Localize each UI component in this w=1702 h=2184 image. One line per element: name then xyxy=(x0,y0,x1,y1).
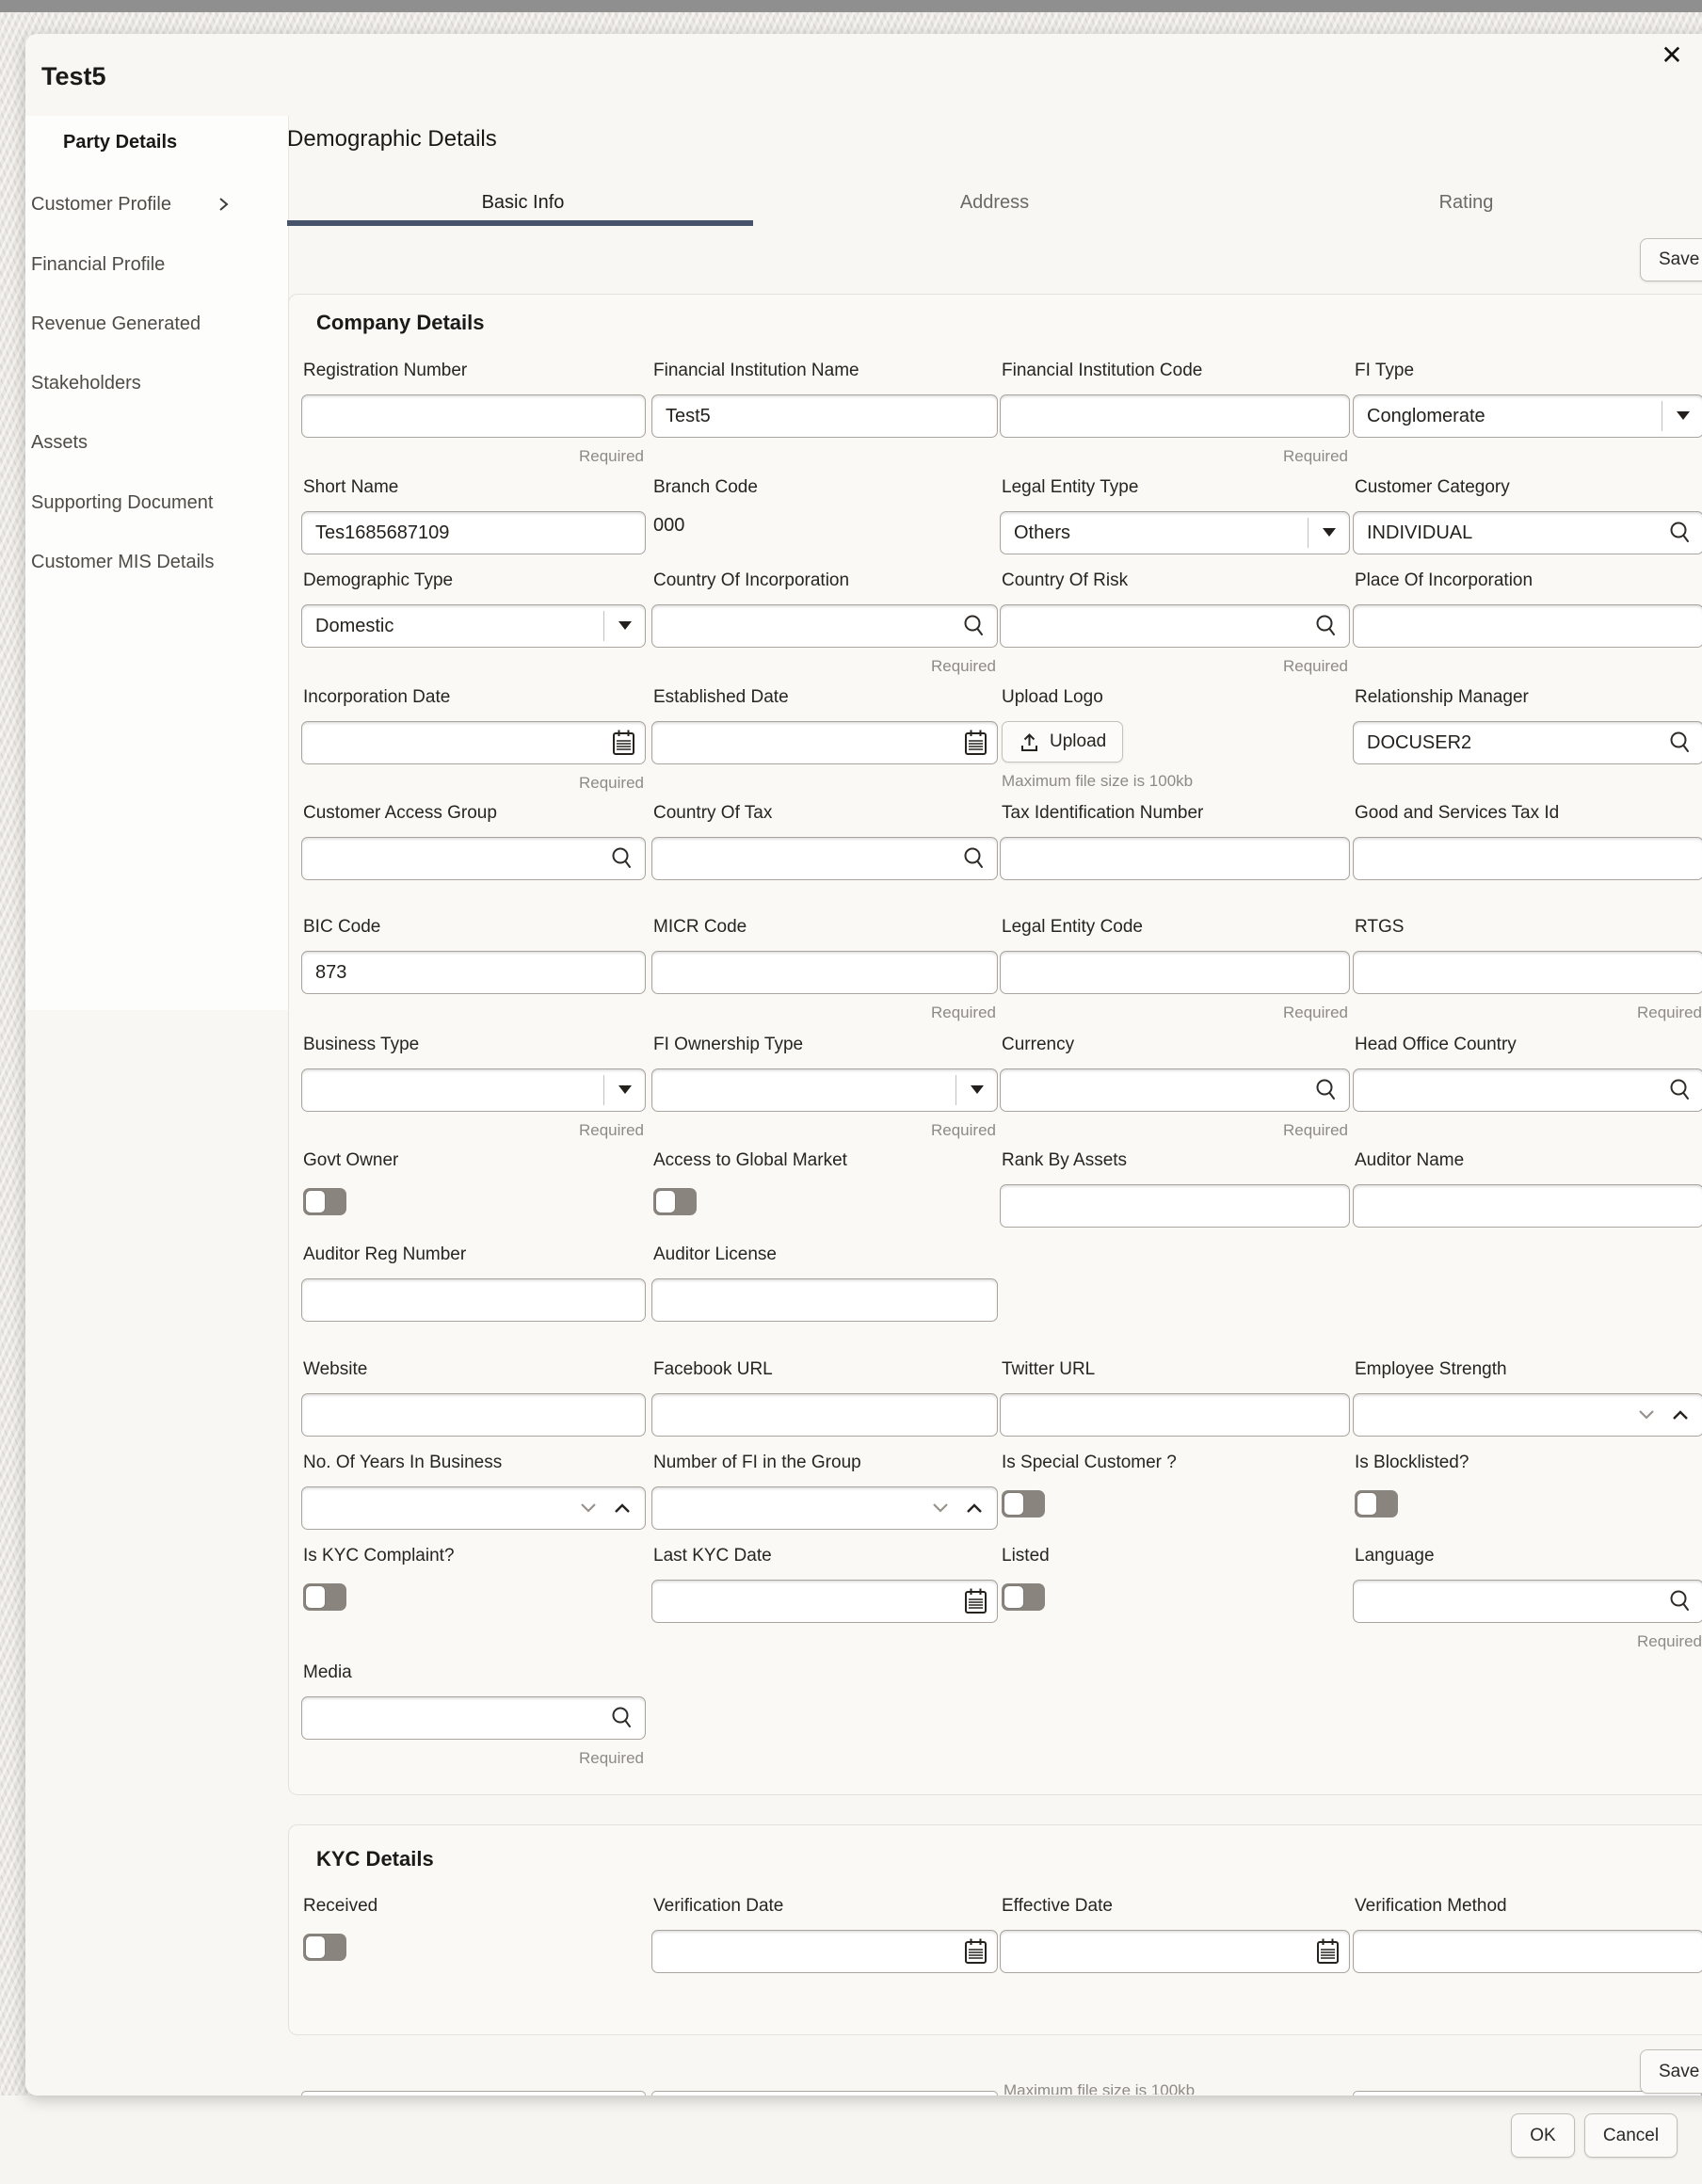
field-legal-entity-type xyxy=(1000,477,1350,583)
search-icon[interactable] xyxy=(1314,1078,1339,1102)
field-label: Currency xyxy=(1002,1035,1075,1054)
fi-type-select[interactable] xyxy=(1353,394,1702,438)
facebook-url-input[interactable] xyxy=(651,1393,998,1437)
chevron-right-icon[interactable] xyxy=(215,196,232,217)
field-incorporation-date xyxy=(301,687,646,793)
field-label: Auditor Name xyxy=(1355,1150,1465,1170)
field-verification-method xyxy=(1353,1896,1702,2001)
active-tab-underline xyxy=(287,220,753,226)
field-head-office-country xyxy=(1353,1035,1702,1140)
access-to-global-market-toggle[interactable] xyxy=(653,1188,697,1215)
field-micr-code xyxy=(651,917,998,1022)
field-number-of-fi-in-the-group xyxy=(651,1453,998,1558)
field-label: Effective Date xyxy=(1002,1896,1113,1916)
sidebar-item-revenue-generated[interactable]: Revenue Generated xyxy=(31,313,201,334)
field-short-name xyxy=(301,477,646,583)
listed-toggle[interactable] xyxy=(1002,1583,1045,1611)
sidebar-item-customer-mis-details[interactable]: Customer MIS Details xyxy=(31,552,215,572)
calendar-icon[interactable] xyxy=(1315,1937,1341,1966)
field-label: Relationship Manager xyxy=(1355,687,1529,707)
field-registration-number xyxy=(301,361,646,466)
field-fi-ownership-type xyxy=(651,1035,998,1140)
head-office-country-input[interactable] xyxy=(1353,1068,1702,1112)
field-label: Access to Global Market xyxy=(653,1150,847,1170)
search-icon[interactable] xyxy=(610,846,634,871)
calendar-icon[interactable] xyxy=(963,1587,988,1615)
auditor-reg-number-input[interactable] xyxy=(301,1278,646,1322)
currency-input[interactable] xyxy=(1000,1068,1350,1112)
govt-owner-toggle[interactable] xyxy=(303,1188,346,1215)
customer-category-input[interactable] xyxy=(1353,511,1702,554)
field-is-kyc-complaint xyxy=(301,1546,646,1651)
field-label: Rank By Assets xyxy=(1002,1150,1128,1170)
field-label: Financial Institution Name xyxy=(653,361,859,380)
tax-identification-number-input[interactable] xyxy=(1000,837,1350,880)
country-of-incorporation-input[interactable] xyxy=(651,604,998,648)
field-twitter-url xyxy=(1000,1359,1350,1465)
dropdown-arrow-icon[interactable] xyxy=(1323,528,1336,537)
field-label: Registration Number xyxy=(303,361,468,380)
field-label: Incorporation Date xyxy=(303,687,451,707)
is-blocklisted-toggle[interactable] xyxy=(1355,1490,1398,1518)
field-label: FI Type xyxy=(1355,361,1415,380)
field-media xyxy=(301,1662,646,1768)
toggle-knob xyxy=(1004,1493,1023,1515)
search-icon[interactable] xyxy=(962,846,987,871)
field-good-and-services-tax-id xyxy=(1353,803,1702,908)
search-icon[interactable] xyxy=(1314,614,1339,638)
field-last-kyc-date xyxy=(651,1546,998,1651)
field-country-of-incorporation xyxy=(651,570,998,676)
field-label: Is KYC Complaint? xyxy=(303,1546,455,1566)
country-of-tax-input[interactable] xyxy=(651,837,998,880)
field-facebook-url xyxy=(651,1359,998,1465)
field-effective-date xyxy=(1000,1896,1350,2001)
is-special-customer-toggle[interactable] xyxy=(1002,1490,1045,1518)
tab-rating[interactable]: Rating xyxy=(1438,191,1494,213)
spinner-up-icon[interactable] xyxy=(614,1502,631,1514)
demographic-type-select[interactable] xyxy=(301,604,646,648)
financial-institution-name-input[interactable] xyxy=(651,394,998,438)
field-access-to-global-market xyxy=(651,1150,998,1256)
field-website xyxy=(301,1359,646,1465)
field-country-of-tax xyxy=(651,803,998,908)
field-bic-code xyxy=(301,917,646,1022)
field-rank-by-assets xyxy=(1000,1150,1350,1256)
received-toggle[interactable] xyxy=(303,1934,346,1961)
field-label: FI Ownership Type xyxy=(653,1035,804,1054)
field-business-type xyxy=(301,1035,646,1140)
field-customer-access-group xyxy=(301,803,646,908)
field-label: Business Type xyxy=(303,1035,420,1054)
page-title: Demographic Details xyxy=(287,126,497,152)
fi-ownership-type-select[interactable] xyxy=(651,1068,998,1112)
required-hint: Required xyxy=(1283,657,1348,675)
spinner-down-icon[interactable] xyxy=(580,1502,597,1514)
sidebar-item-supporting-document[interactable]: Supporting Document xyxy=(31,492,214,513)
field-label: Tax Identification Number xyxy=(1002,803,1204,823)
rank-by-assets-input[interactable] xyxy=(1000,1184,1350,1228)
upload-logo-button[interactable] xyxy=(1002,721,1123,763)
field-label: Listed xyxy=(1002,1546,1050,1566)
search-icon[interactable] xyxy=(1668,1078,1693,1102)
auditor-name-input[interactable] xyxy=(1353,1184,1702,1228)
field-label: Auditor License xyxy=(653,1245,777,1264)
required-hint: Required xyxy=(1283,1004,1348,1021)
required-hint: Required xyxy=(1283,447,1348,465)
dropdown-arrow-icon[interactable] xyxy=(618,621,632,630)
field-rtgs xyxy=(1353,917,1702,1022)
required-hint: Required xyxy=(579,1121,644,1139)
required-hint: Required xyxy=(931,1004,996,1021)
calendar-icon[interactable] xyxy=(611,729,636,757)
company-details-title: Company Details xyxy=(316,311,485,334)
kyc-details-title: KYC Details xyxy=(316,1847,434,1871)
toggle-knob xyxy=(656,1191,675,1212)
field-is-blocklisted xyxy=(1353,1453,1702,1558)
field-label: Head Office Country xyxy=(1355,1035,1517,1054)
page-footer-area xyxy=(0,2096,1702,2184)
field-label: Verification Date xyxy=(653,1896,784,1916)
field-label: Website xyxy=(303,1359,368,1379)
save-button-top[interactable]: Save xyxy=(1640,238,1702,281)
field-customer-category xyxy=(1353,477,1702,583)
place-of-incorporation-input[interactable] xyxy=(1353,604,1702,648)
sidebar-item-financial-profile[interactable]: Financial Profile xyxy=(31,254,166,275)
field-verification-date xyxy=(651,1896,998,2001)
field-label: Upload Logo xyxy=(1002,687,1103,707)
field-language xyxy=(1353,1546,1702,1651)
calendar-icon[interactable] xyxy=(963,729,988,757)
field-label: Established Date xyxy=(653,687,789,707)
is-kyc-complaint-toggle[interactable] xyxy=(303,1583,346,1611)
required-hint: Required xyxy=(579,774,644,792)
field-legal-entity-code xyxy=(1000,917,1350,1022)
field-label: Employee Strength xyxy=(1355,1359,1507,1379)
field-label: Is Blocklisted? xyxy=(1355,1453,1469,1472)
spinner-down-icon[interactable] xyxy=(932,1502,949,1514)
field-financial-institution-name xyxy=(651,361,998,466)
field-label: Customer Category xyxy=(1355,477,1510,497)
last-kyc-date-input[interactable] xyxy=(651,1580,998,1623)
modal-title: Test5 xyxy=(41,62,106,90)
field-employee-strength xyxy=(1353,1359,1702,1465)
media-input[interactable] xyxy=(301,1696,646,1740)
field-label: Country Of Tax xyxy=(653,803,773,823)
field-label: Is Special Customer ? xyxy=(1002,1453,1177,1472)
field-label: Demographic Type xyxy=(303,570,454,590)
customer-access-group-input[interactable] xyxy=(301,837,646,880)
short-name-input[interactable] xyxy=(301,511,646,554)
effective-date-input[interactable] xyxy=(1000,1930,1350,1973)
field-no-of-years-in-business xyxy=(301,1453,646,1558)
field-govt-owner xyxy=(301,1150,646,1256)
field-label: Customer Access Group xyxy=(303,803,497,823)
required-hint: Required xyxy=(579,447,644,465)
verification-date-input[interactable] xyxy=(651,1930,998,1973)
registration-number-input[interactable] xyxy=(301,394,646,438)
field-label: Govt Owner xyxy=(303,1150,399,1170)
toggle-knob xyxy=(306,1586,325,1608)
field-label: Branch Code xyxy=(653,477,758,497)
field-place-of-incorporation xyxy=(1353,570,1702,676)
field-branch-code xyxy=(651,477,998,583)
field-upload-logo xyxy=(1000,687,1350,793)
dropdown-arrow-icon[interactable] xyxy=(1677,411,1690,420)
field-label: Language xyxy=(1355,1546,1435,1566)
spinner-up-icon[interactable] xyxy=(1672,1409,1689,1421)
field-label: Media xyxy=(303,1662,352,1682)
bic-code-input[interactable] xyxy=(301,951,646,994)
search-icon[interactable] xyxy=(610,1706,634,1730)
upload-icon xyxy=(1019,731,1040,753)
field-label: Facebook URL xyxy=(653,1359,773,1379)
field-received xyxy=(301,1896,646,2001)
dropdown-separator xyxy=(603,611,604,641)
spinner-down-icon[interactable] xyxy=(1638,1409,1655,1421)
language-input[interactable] xyxy=(1353,1580,1702,1623)
field-auditor-name xyxy=(1353,1150,1702,1256)
relationship-manager-input[interactable] xyxy=(1353,721,1702,764)
website-input[interactable] xyxy=(301,1393,646,1437)
calendar-icon[interactable] xyxy=(963,1937,988,1966)
field-label: Twitter URL xyxy=(1002,1359,1096,1379)
required-hint: Required xyxy=(579,1749,644,1767)
sidebar-item-party-details[interactable]: Party Details xyxy=(63,132,178,153)
field-country-of-risk xyxy=(1000,570,1350,676)
cancel-button[interactable]: Cancel xyxy=(1584,2113,1678,2158)
field-currency xyxy=(1000,1035,1350,1140)
field-is-special-customer xyxy=(1000,1453,1350,1558)
clipped-input xyxy=(651,2091,998,2096)
required-hint: Required xyxy=(931,1121,996,1139)
field-listed xyxy=(1000,1546,1350,1651)
field-label: RTGS xyxy=(1355,917,1405,937)
toggle-knob xyxy=(1357,1493,1376,1515)
incorporation-date-input[interactable] xyxy=(301,721,646,764)
required-hint: Required xyxy=(1637,1632,1702,1650)
tab-basic-info[interactable]: Basic Info xyxy=(481,191,565,213)
field-demographic-type xyxy=(301,570,646,676)
clipped-helper-text: Maximum file size is 100kb xyxy=(1004,2082,1196,2095)
verification-method-input[interactable] xyxy=(1353,1930,1702,1973)
tab-address[interactable]: Address xyxy=(959,191,1030,213)
field-label: Auditor Reg Number xyxy=(303,1245,467,1264)
field-label: No. Of Years In Business xyxy=(303,1453,503,1472)
required-hint: Required xyxy=(931,657,996,675)
toggle-knob xyxy=(306,1936,325,1958)
sidebar-item-customer-profile[interactable]: Customer Profile xyxy=(31,194,171,215)
upload-button-label: Upload xyxy=(1050,731,1107,751)
field-financial-institution-code xyxy=(1000,361,1350,466)
field-fi-type xyxy=(1353,361,1702,466)
financial-institution-code-input[interactable] xyxy=(1000,394,1350,438)
browser-top-bar xyxy=(0,0,1702,12)
search-icon[interactable] xyxy=(1668,521,1693,545)
business-type-select[interactable] xyxy=(301,1068,646,1112)
field-label: Number of FI in the Group xyxy=(653,1453,861,1472)
search-icon[interactable] xyxy=(962,614,987,638)
field-auditor-reg-number xyxy=(301,1245,646,1350)
legal-entity-code-input[interactable] xyxy=(1000,951,1350,994)
field-label: BIC Code xyxy=(303,917,381,937)
dropdown-separator xyxy=(603,1075,604,1105)
ok-button[interactable]: OK xyxy=(1511,2113,1575,2158)
sidebar-item-stakeholders[interactable]: Stakeholders xyxy=(31,373,141,393)
spinner-up-icon[interactable] xyxy=(966,1502,983,1514)
field-label: MICR Code xyxy=(653,917,747,937)
established-date-input[interactable] xyxy=(651,721,998,764)
auditor-license-input[interactable] xyxy=(651,1278,998,1322)
dropdown-arrow-icon[interactable] xyxy=(618,1085,632,1094)
good-and-services-tax-id-input[interactable] xyxy=(1353,837,1702,880)
field-label: Financial Institution Code xyxy=(1002,361,1203,380)
branch-code-value: 000 xyxy=(653,515,685,536)
field-label: Legal Entity Type xyxy=(1002,477,1139,497)
micr-code-input[interactable] xyxy=(651,951,998,994)
twitter-url-input[interactable] xyxy=(1000,1393,1350,1437)
field-relationship-manager xyxy=(1353,687,1702,793)
dropdown-arrow-icon[interactable] xyxy=(971,1085,984,1094)
toggle-knob xyxy=(306,1191,325,1212)
field-label: Verification Method xyxy=(1355,1896,1507,1916)
required-hint: Required xyxy=(1637,1004,1702,1021)
close-icon[interactable]: ✕ xyxy=(1661,40,1683,70)
rtgs-input[interactable] xyxy=(1353,951,1702,994)
save-button-bottom[interactable]: Save xyxy=(1640,2049,1702,2094)
toggle-knob xyxy=(1004,1586,1023,1608)
field-tax-identification-number xyxy=(1000,803,1350,908)
clipped-input xyxy=(301,2091,646,2096)
search-icon[interactable] xyxy=(1668,731,1693,755)
field-label: Good and Services Tax Id xyxy=(1355,803,1560,823)
country-of-risk-input[interactable] xyxy=(1000,604,1350,648)
search-icon[interactable] xyxy=(1668,1589,1693,1614)
field-auditor-license xyxy=(651,1245,998,1350)
legal-entity-type-select[interactable] xyxy=(1000,511,1350,554)
sidebar-item-assets[interactable]: Assets xyxy=(31,432,88,453)
field-label: Received xyxy=(303,1896,378,1916)
required-hint: Required xyxy=(1283,1121,1348,1139)
field-label: Short Name xyxy=(303,477,399,497)
field-established-date xyxy=(651,687,998,793)
field-label: Country Of Incorporation xyxy=(653,570,850,590)
field-label: Country Of Risk xyxy=(1002,570,1129,590)
field-label: Place Of Incorporation xyxy=(1355,570,1533,590)
dropdown-separator xyxy=(1308,518,1309,548)
field-helper: Maximum file size is 100kb xyxy=(1002,772,1194,790)
dropdown-separator xyxy=(955,1075,956,1105)
field-label: Legal Entity Code xyxy=(1002,917,1143,937)
field-label: Last KYC Date xyxy=(653,1546,772,1566)
